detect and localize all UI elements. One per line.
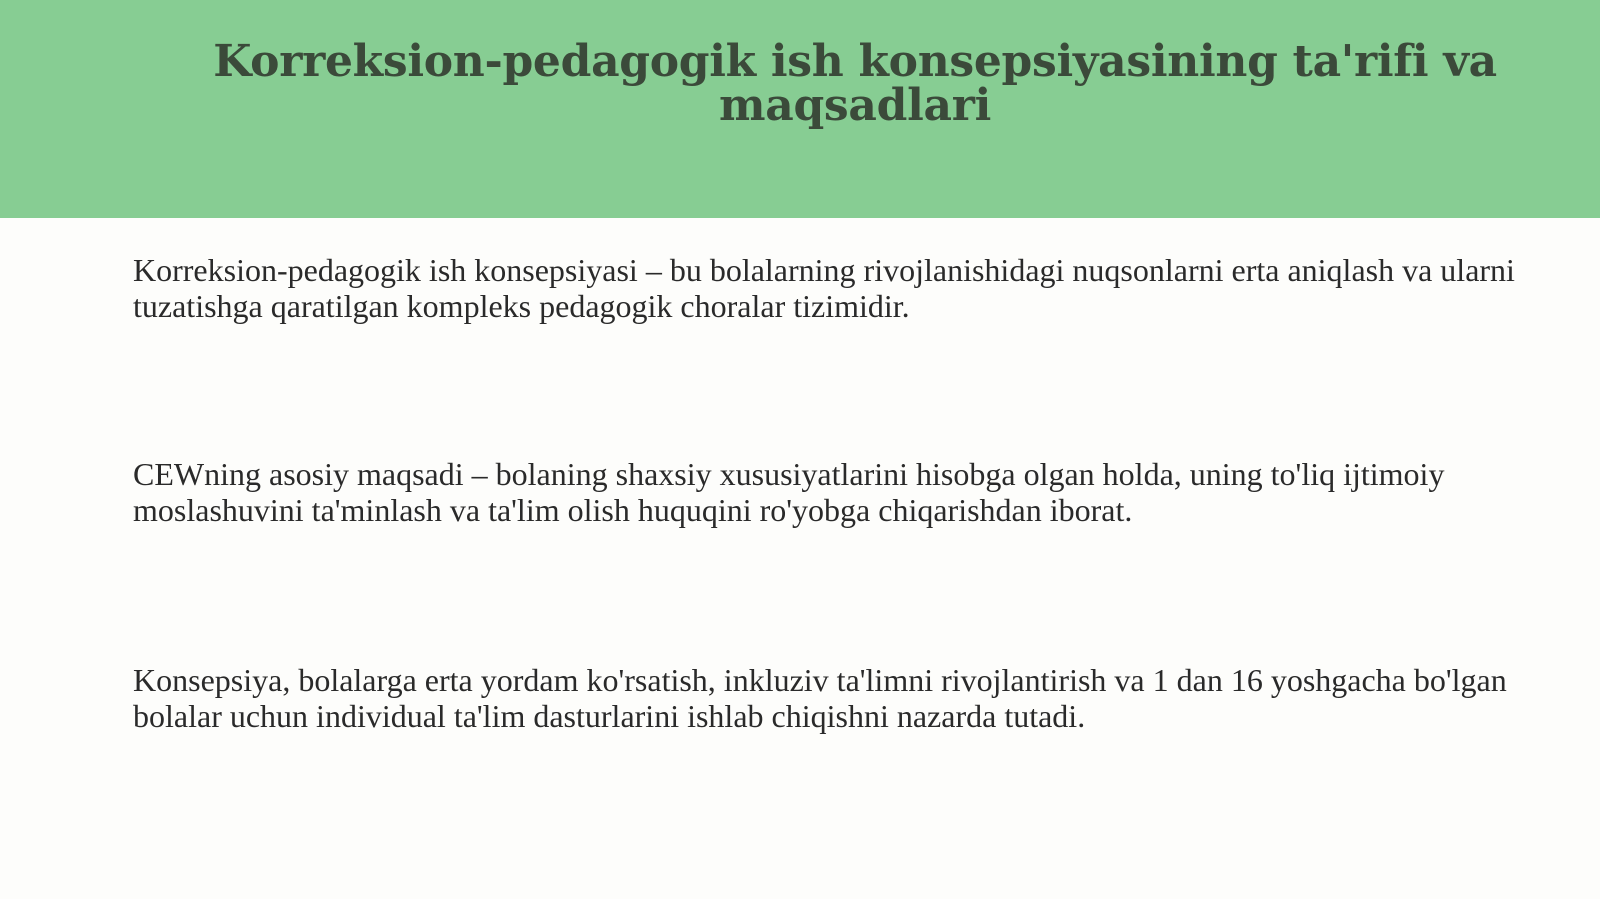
slide-title: Korreksion-pedagogik ish konsepsiyasining ta'rifi va maqsadlari <box>213 36 1497 131</box>
header-band <box>0 0 1600 218</box>
paragraph-definition: Korreksion-pedagogik ish konsepsiyasi – bu bolalarning rivojlanishidagi nuqsonlarni erta aniqlash va ularni tuzatishga qaratilgan kompleks pedagogik choralar tizimidir. <box>133 252 1515 324</box>
paragraph-main-goal: CEWning asosiy maqsadi – bolaning shaxsiy xususiyatlarini hisobga olgan holda, uning to'liq ijtimoiy moslashuvini ta'minlash va ta'lim olish huquqini ro'yobga chiqarishdan iborat. <box>133 456 1445 528</box>
paragraph-concept-scope: Konsepsiya, bolalarga erta yordam ko'rsatish, inkluziv ta'limni rivojlantirish va 1 dan 16 yoshgacha bo'lgan bolalar uchun individual ta'lim dasturlarini ishlab chiqishni nazarda tutadi. <box>133 662 1507 734</box>
